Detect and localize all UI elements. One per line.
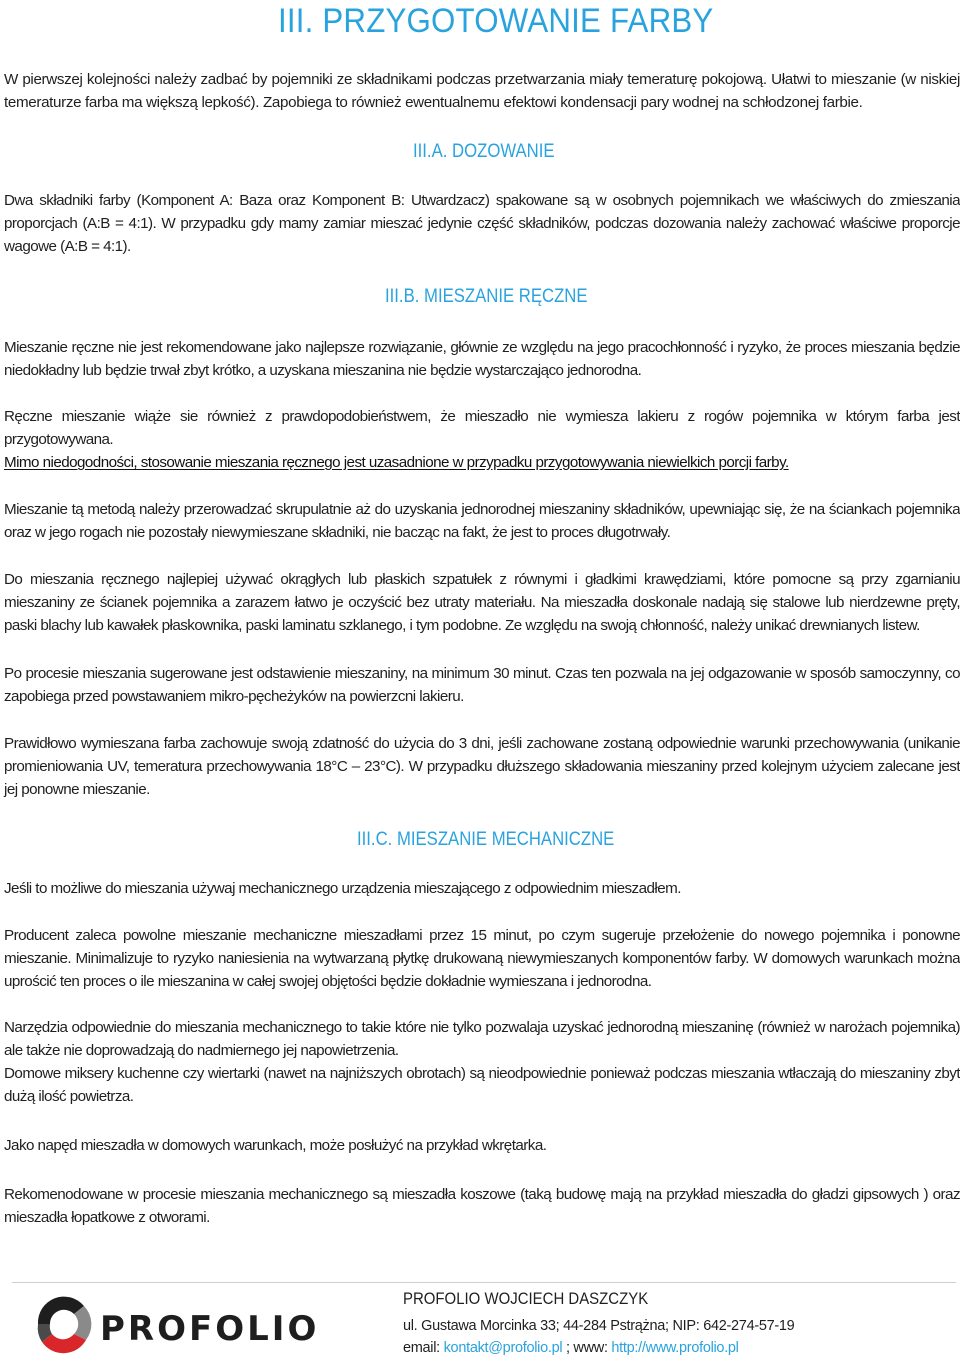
paragraph-mieszanie-reczne-6: Prawidłowo wymieszana farba zachowuje swoją zdatność do użycia do 3 dni, jeśli zachowane zostaną odpowiednie warunki przechowywania (unikanie promieniowania UV, temeratura przechowywania 18°C – 23°C). W przypadku dłuższego składowania mieszaniny przed kolejnym użyciem zalecane jest jej ponowne mieszanie. bbox=[4, 735, 960, 798]
logo-wordmark: PROFOLIO bbox=[100, 1309, 320, 1349]
www-label: ; www: bbox=[562, 1340, 612, 1356]
paragraph-mieszanie-mechaniczne-4: Domowe miksery kuchenne czy wiertarki (nawet na najniższych obrotach) są nieodpowiednie ponieważ podczas mieszania wtłaczają do mieszaniny zbyt dużą ilość powietrza. bbox=[4, 1065, 960, 1105]
company-address: ul. Gustawa Morcinka 33; 44-284 Pstrążna; NIP: 642-274-57-19 bbox=[403, 1318, 795, 1334]
company-contact bbox=[403, 1340, 739, 1356]
paragraph-mieszanie-reczne-1: Mieszanie ręczne nie jest rekomendowane jako najlepsze rozwiązanie, głównie ze względu na jego pracochłonność i ryzyko, że proces mieszania będzie niedokładny lub będzie trwał zbyt krótko, a uzyskana mieszanina nie będzie wystarczająco jednorodna. bbox=[4, 339, 960, 379]
paragraph-dozowanie: Dwa składniki farby (Komponent A: Baza oraz Komponent B: Utwardzacz) spakowane są w osobnych pojemnikach we właściwych do zmieszania proporcjach (A:B = 4:1). W przypadku gdy mamy zamiar mieszać jedynie część składników, podczas dozowania należy zachować właściwe proporcje wagowe (A:B = 4:1). bbox=[4, 192, 960, 255]
paragraph-mieszanie-mechaniczne-5: Jako napęd mieszadła w domowych warunkach, może posłużyć na przykład wkrętarka. bbox=[4, 1137, 547, 1154]
page-title: III. PRZYGOTOWANIE FARBY bbox=[278, 2, 714, 40]
paragraph-mieszanie-reczne-5: Po procesie mieszania sugerowane jest odstawienie mieszaniny, na minimum 30 minut. Czas ten pozwala na jej odgazowanie w sposób samoczynny, co zapobiega przed powstawaniem mikro-pęcheżyków na powierzcni lakieru. bbox=[4, 665, 960, 705]
paragraph-mieszanie-reczne-2: Ręczne mieszanie wiąże sie również z prawdopodobieństwem, że mieszadło nie wymiesza lakieru z rogów pojemnika w którym farba jest przygotowywana. bbox=[4, 408, 960, 448]
email-link[interactable]: kontakt@profolio.pl bbox=[443, 1340, 563, 1356]
company-name: PROFOLIO WOJCIECH DASZCZYK bbox=[403, 1289, 649, 1308]
footer-divider bbox=[12, 1282, 956, 1283]
email-label: email: bbox=[403, 1340, 444, 1356]
section-heading-mieszanie-mechaniczne: III.C. MIESZANIE MECHANICZNE bbox=[357, 829, 615, 850]
paragraph-mieszanie-reczne-3: Mieszanie tą metodą należy przerowadzać skrupulatnie aż do uzyskania jednorodnej mieszaniny składników, upewniając się, że na ściankach pojemnika oraz w jego rogach nie pozostały niewymieszane składniki, nie bacząc na fakt, że jest to proces długotrwały. bbox=[4, 501, 960, 541]
intro-paragraph: W pierwszej kolejności należy zadbać by pojemniki ze składnikami podczas przetwarzania miały temeraturę pokojową. Ułatwi to mieszanie (w niskiej temeraturze farba ma większą lepkość). Zapobiega to również ewentualnemu efektowi kondensacji pary wodnej na schłodzonej farbie. bbox=[4, 71, 960, 111]
section-heading-dozowanie: III.A. DOZOWANIE bbox=[413, 141, 555, 162]
paragraph-mieszanie-reczne-highlight: Mimo niedogodności, stosowanie mieszania ręcznego jest uzasadnione w przypadku przygotowywania niewielkich porcji farby. bbox=[4, 454, 789, 471]
paragraph-mieszanie-mechaniczne-3: Narzędzia odpowiednie do mieszania mechanicznego to takie które nie tylko pozwalaja uzyskać jednorodną mieszaninę (również w narożach pojemnika) ale także nie doprowadzają do nadmiernego jej napowietrzenia. bbox=[4, 1019, 960, 1059]
paragraph-mieszanie-mechaniczne-6: Rekomenodowane w procesie mieszania mechanicznego są mieszadła koszowe (taką budowę mają na przykład mieszadła do gładzi gipsowych ) oraz mieszadła łopatkowe z otworami. bbox=[4, 1186, 960, 1226]
section-heading-mieszanie-reczne: III.B. MIESZANIE RĘCZNE bbox=[385, 286, 588, 307]
paragraph-mieszanie-mechaniczne-1: Jeśli to możliwe do mieszania używaj mechanicznego urządzenia mieszającego z odpowiednim mieszadłem. bbox=[4, 880, 681, 897]
paragraph-mieszanie-mechaniczne-2: Producent zaleca powolne mieszanie mechaniczne mieszadłami przez 15 minut, po czym sugeruje przełożenie do nowego pojemnika i ponowne mieszanie. Minimalizuje to ryzyko naniesienia na wytwarzaną płytkę drukowaną niewymieszanych komponentów farby. W domowych warunkach można uprościć ten proces o ile mieszanina w całej swojej objętości będzie dokładnie wymieszana i jednorodna. bbox=[4, 927, 960, 990]
website-link[interactable]: http://www.profolio.pl bbox=[611, 1340, 739, 1356]
logo-mark bbox=[38, 1297, 92, 1354]
paragraph-mieszanie-reczne-4: Do mieszania ręcznego najlepiej używać okrągłych lub płaskich szpatułek z równymi i gładkimi krawędziami, które pomocne są przy zgarnianiu mieszaniny ze ścianek pojemnika a zarazem łatwo je oczyścić bez utraty materiału. Na mieszadła doskonale nadają się stalowe lub nierdzewne pręty, paski blachy lub kawałek płaskownika, paski laminatu szklanego, i tym podobne. Ze względu na swoją chłonność, należy unikać drewnianych listew. bbox=[4, 571, 960, 634]
